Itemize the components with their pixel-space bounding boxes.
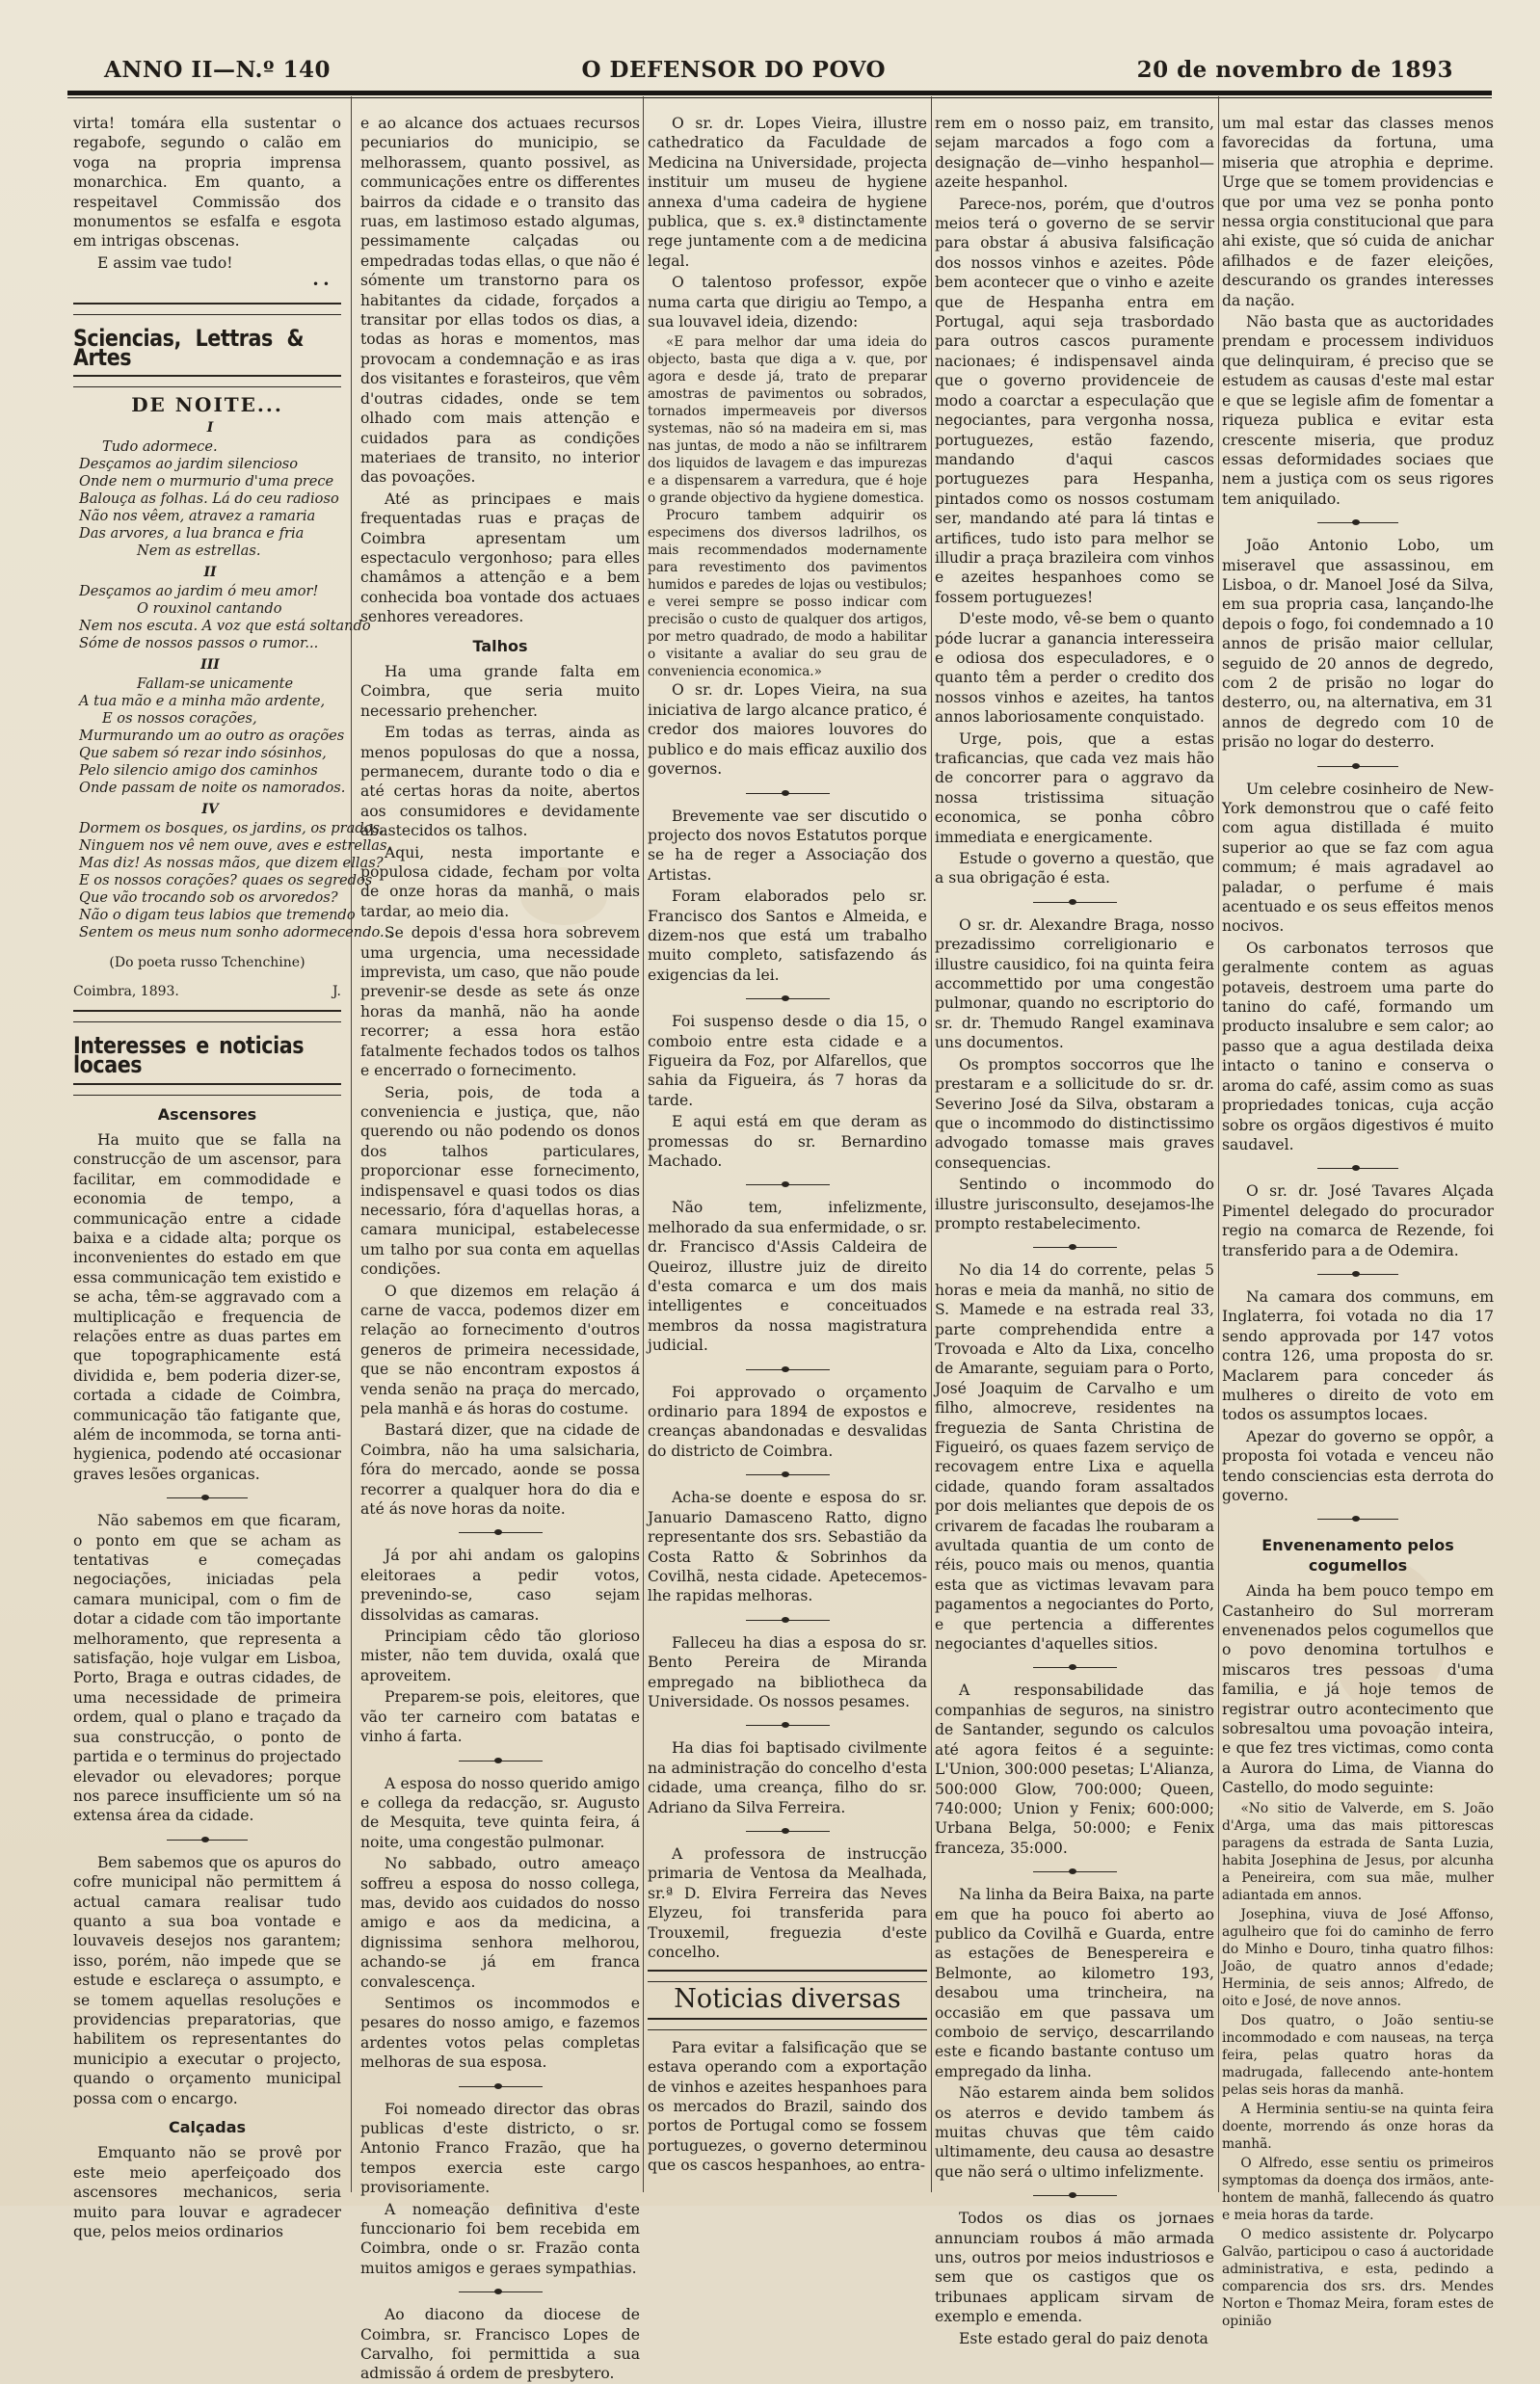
article-paragraph: Foram elaborados pelo sr. Francisco dos Santos e Almeida, e dizem-nos que está um trabalho muito completo, satisfazendo ás exigencias da lei. — [648, 887, 927, 984]
article-paragraph: um mal estar das classes menos favorecidas da fortuna, uma miseria que atrophia e deprime. Urge que se tomem providencias e que por uma vez se ponha ponto nessa orgia constitucional que para ahi existe, que só cuida de anichar afilhados e de fazer eleições, descurando os grandes interesses da nação. — [1222, 115, 1494, 309]
article-paragraph: Sentindo o incommodo do illustre jurisconsulto, desejamos-lhe prompto restabelecimento. — [935, 1176, 1214, 1232]
article-paragraph: Estude o governo a questão, que a sua obrigação é esta. — [935, 850, 1214, 887]
quoted-letter — [648, 333, 927, 680]
signature-initial: J. — [332, 984, 341, 1000]
article-separator — [1222, 1266, 1494, 1282]
article-paragraph: Aqui, nesta importante e populosa cidade, fecham por volta de onze horas da manhã, o mais tardar, ao meio dia. — [360, 843, 640, 920]
article-paragraph: e ao alcance dos actuaes recursos pecuniarios do municipio, se melhorassem, quanto possivel, as communicações entre os differentes bairros da cidade e o transito das ruas, em lastimoso estado algumas, pessimamente calçadas ou empedradas todas ellas, o que não é sómente um transtorno para os habitantes da cidade, forçados a transitar por ellas todos os dias, a todas as horas e momentos, mas provocam a condemnação e as iras dos visitantes e forasteiros, que vêm d'outras cidades, onde se tem olhado com mais attenção e cuidados para as condições materiaes de transito, no interior das povoações. — [360, 115, 640, 487]
article-separator — [648, 1177, 927, 1192]
article-separator — [935, 1659, 1214, 1675]
article-paragraph: No sabbado, outro ameaço soffreu a esposa do nosso collega, mas, devido aos cuidados do nosso amigo e aos da medicina, a dignissima senhora melhorou, achando-se já em franca convalescença. — [360, 1855, 640, 1991]
column-5 — [1222, 114, 1494, 2329]
poem-line: Que vão trocando sob os arvoredos? — [79, 888, 338, 906]
poem-line: E os nossos corações, — [102, 709, 257, 727]
quote-paragraph: «No sitio de Valverde, em S. João d'Arga, uma das mais pittorescas paragens da estrada de Santa Luzia, habita Josephina de Jesus, por alcunha a Peneireira, com sua mãe, mulher adiantada em annos. — [1222, 1800, 1494, 1903]
section-divider — [73, 303, 341, 315]
article-paragraph: Não estarem ainda bem solidos os aterros e devido tambem ás muitas chuvas que têm caido ultimamente, deu causa ao desastre que não será o ultimo infelizmente. — [935, 2084, 1214, 2181]
article-paragraph: No dia 14 do corrente, pelas 5 horas e meia da manhã, no sitio de S. Mamede e na estrada real 33, parte comprehendida entre a Trovoada e Alto da Lixa, concelho de Amarante, seguiam para o Porto, José Joaquim de Carvalho e um filho, almocreve, residentes na freguezia de Santa Christina de Figueiró, os quaes fazem serviço de recovagem entre Lixa e aquella cidade, quando foram assaltados por dois meliantes que depois de os crivarem de facadas lhe roubaram a avultada quantia de um conto de réis, pouco mais ou menos, quantia esta que as victimas levavam para pagamentos a negociantes do Porto, e que pertencia a differentes negociantes d'aquelles sitios. — [935, 1261, 1214, 1654]
article-paragraph: O sr. dr. Lopes Vieira, illustre cathedratico da Faculdade de Medicina na Universidade, projecta instituir um museu de hygiene annexa d'uma cadeira de hygiene publica, que s. ex.ª distinctamente rege juntamente com a de medicina legal. — [648, 115, 927, 270]
article-separator — [648, 1362, 927, 1377]
article-heading: Talhos — [472, 636, 528, 655]
article-paragraph: virta! tomára ella sustentar o regabofe, segundo o calão em voga na propria imprensa monarchica. Em quanto, a respeitavel Commissão dos monumentos se esfalfa e esgota em intrigas obscenas. — [73, 115, 341, 251]
article-paragraph: Ha uma grande falta em Coimbra, que seria muito necessario prehencher. — [360, 662, 640, 720]
section-divider — [648, 1970, 927, 1982]
poem-line: O rouxinol cantando — [137, 599, 282, 617]
article-paragraph: Bem sabemos que os apuros do cofre municipal não permittem á actual camara realisar tudo quanto a sua boa vontade e louvaveis desejos nos garantem; isso, porém, não impede que se estude e esclareça o assumpto, e se tomem aquellas resoluções e providencias preparatorias, que habilitem os representantes do municipio a executar o projecto, quando o orçamento municipal possa com o encargo. — [73, 1853, 341, 2107]
article-separator — [648, 1823, 927, 1839]
section-heading: Interesses e noticias locaes — [73, 1031, 305, 1079]
article-separator — [935, 1239, 1214, 1255]
article-paragraph: O sr. dr. Lopes Vieira, na sua iniciativa de largo alcance pratico, é credor dos maiores louvores do publico e do mais efficaz auxilio dos governos. — [648, 681, 927, 779]
poem-line: Desçamos ao jardim silencioso — [79, 455, 299, 472]
article-heading: Ascensores — [157, 1104, 257, 1124]
article-paragraph: Na linha da Beira Baixa, na parte em que ha pouco foi aberto ao publico da Covilhã e Guarda, entre as estações de Benespereira e Belmonte, ao kilometro 193, desabou uma trincheira, na occasião em que passava um comboio de serviço, descarrilando este e ficando bastante contuso um empregado da linha. — [935, 1886, 1214, 2080]
article-paragraph: Brevemente vae ser discutido o projecto dos novos Estatutos porque se ha de reger a Associação dos Artistas. — [648, 807, 927, 884]
article-separator — [73, 1490, 341, 1505]
stanza-number: I — [206, 419, 214, 436]
article-paragraph: Este estado geral do paiz denota — [958, 2329, 1208, 2347]
article-paragraph: Até as principaes e mais frequentadas ruas e praças de Coimbra apresentam um espectaculo vergonhoso; para elles chamâmos a attenção e a bem conhecida boa vontade dos actuaes senhores vereadores. — [360, 490, 640, 626]
ornament: • • — [312, 278, 330, 292]
article-separator — [360, 2284, 640, 2299]
poem-line: Dormem os bosques, os jardins, os prados, — [79, 819, 385, 836]
article-separator — [935, 894, 1214, 910]
poem-line: Não o digam teus labios que tremendo — [79, 906, 356, 923]
poem-line: Das arvores, a lua branca e fria — [79, 524, 305, 542]
article-paragraph: Foi suspenso desde o dia 15, o comboio entre esta cidade e a Figueira da Foz, por Alfarellos, que sahia da Figueira, ás 7 horas da tarde. — [648, 1013, 927, 1109]
article-paragraph: O que dizemos em relação á carne de vacca, podemos dizer em relação ao fornecimento d'outros generos de primeira necessidade, que se não encontram expostos á venda senão na praça do mercado, pela manhã e ás horas do costume. — [360, 1282, 640, 1417]
poem-title: DE NOITE... — [131, 393, 283, 417]
article-paragraph: E assim vae tudo! — [96, 253, 233, 272]
column-2 — [360, 114, 640, 2383]
section-divider — [648, 2018, 927, 2030]
column-4 — [935, 114, 1214, 2347]
stanza-number: II — [203, 564, 217, 580]
article-separator — [935, 1864, 1214, 1879]
article-paragraph: E aqui está em que deram as promessas do sr. Bernardino Machado. — [648, 1113, 927, 1170]
article-paragraph: Para evitar a falsificação que se estava operando com a exportação de vinhos e azeites hespanhoes para os mercados do Brazil, saindo dos portos de Portugal como se fossem portuguezes, o governo determinou que os cascos hespanhoes, ao entra- — [648, 2038, 927, 2175]
issue-date: 20 de novembro de 1893 — [1136, 57, 1453, 83]
article-paragraph: Foi approvado o orçamento ordinario para 1894 de expostos e creanças abandonadas e desvalidas do districto de Coimbra. — [648, 1383, 927, 1460]
article-paragraph: Não sabemos em que ficaram, o ponto em que se acham as tentativas e começadas negociações, iniciadas pela camara municipal, com o fim de dotar a cidade com tão importante melhoramento, que representa a satisfação, hoje vulgar em Lisboa, Porto, Braga e outras cidades, de uma necessidade de primeira ordem, qual o plano e traçado da sua construcção, o ponto de partida e o terminus do projectado elevador ou elevadores; porque nos parece insufficiente um só na extensa área da cidade. — [73, 1512, 341, 1825]
article-paragraph: Emquanto não se provê por este meio aperfeiçoado dos ascensores mechanicos, seria muito para louvar e agradecer que, pelos meios ordinarios — [73, 2144, 341, 2241]
article-paragraph: Já por ahi andam os galopins eleitoraes a pedir votos, prevenindo-se, caso sejam dissolvidas as camaras. — [360, 1547, 640, 1624]
poem — [73, 419, 393, 941]
column-1 — [73, 114, 393, 2241]
issue-number: ANNO II—N.º 140 — [104, 57, 332, 83]
poem-line: Murmurando um ao outro as orações — [79, 727, 345, 744]
article-paragraph: A professora de instrucção primaria de Ventosa da Mealhada, sr.ª D. Elvira Ferreira das Neves Elyzeu, foi transferida para Trouxemil, freguezia d'este concelho. — [648, 1844, 927, 1961]
article-paragraph: rem em o nosso paiz, em transito, sejam marcados a fogo com a designação de—vinho hespanhol—azeite hespanhol. — [935, 115, 1214, 192]
article-paragraph: Parece-nos, porém, que d'outros meios terá o governo de se servir para obstar á abusiva falsificação dos nossos vinhos e azeites. Pôde bem acontecer que o vinho e azeite que de Hespanha entra em Portugal, aqui seja trasbordado para outros cascos puramente nacionaes; é indispensavel ainda que o governo providenceie de modo a coarctar a especulação que negociantes, para vergonha nossa, portuguezes, estão fazendo, mandando d'aqui cascos portuguezes para Hespanha, pintados como os nossos costumam ser, mandando até para lá tintas e artifices, tudo isto para melhor se illudir a praça brazileira com vinhos e azeites hespanhoes como se fossem portuguezes! — [935, 195, 1214, 606]
section-divider — [73, 1010, 341, 1022]
article-paragraph: Preparem-se pois, eleitores, que vão ter carneiro com batatas e vinho á farta. — [360, 1688, 640, 1746]
article-paragraph: O sr. dr. Alexandre Braga, nosso prezadissimo correligionario e illustre causidico, foi na quinta feira accommettido por uma congestão pulmonar, quando no escriptorio do sr. dr. Themudo Rangel examinava uns documentos. — [935, 915, 1214, 1052]
article-paragraph: Foi nomeado director das obras publicas d'este districto, o sr. Antonio Franco Frazão, que ha tempos exercia este cargo provisoriamente. — [360, 2100, 640, 2197]
article-separator — [360, 1524, 640, 1540]
article-separator — [360, 1753, 640, 1768]
column-3 — [648, 114, 927, 2185]
article-separator — [648, 1612, 927, 1628]
section-divider — [73, 1083, 341, 1096]
article-paragraph: Apezar do governo se oppôr, a proposta foi votada e venceu não tendo consciencias esta derrota do governo. — [1222, 1427, 1494, 1504]
article-paragraph: Sentimos os incommodos e pesares do nosso amigo, e fazemos ardentes votos pelas completas melhoras de sua esposa. — [360, 1994, 640, 2072]
article-paragraph: Bastará dizer, que na cidade de Coimbra, não ha uma salsicharia, fóra do mercado, aonde se possa recorrer a qualquer hora do dia e até ás nove horas da noite. — [360, 1421, 640, 1519]
section-heading: Noticias diversas — [674, 1984, 901, 2015]
quoted-report — [1222, 1800, 1494, 2330]
section-divider — [73, 375, 341, 387]
article-paragraph: Um celebre cosinheiro de New-York demonstrou que o café feito com agua distillada é muito superior ao que se faz com agua commum; é mais agradavel ao paladar, o perfume é mais acentuado e os seus effeitos menos nocivos. — [1222, 780, 1494, 936]
article-separator — [935, 2187, 1214, 2203]
poem-line: Nem as estrellas. — [137, 542, 261, 559]
column-rule — [1218, 96, 1219, 2192]
poem-line: E os nossos corações? quaes os segredos — [79, 871, 373, 888]
article-paragraph: A esposa do nosso querido amigo e collega da redacção, sr. Augusto de Mesquita, teve quinta feira, á noite, uma congestão pulmonar. — [360, 1774, 640, 1851]
article-paragraph: O sr. dr. José Tavares Alçada Pimentel delegado do procurador regio na comarca de Rezende, foi transferido para a de Odemira. — [1222, 1182, 1494, 1259]
poem-credit: (Do poeta russo Tchenchine) — [109, 954, 305, 970]
poem-line: Não nos vêem, atravez a ramaria — [79, 507, 316, 524]
masthead — [104, 46, 1453, 83]
article-paragraph: Os promptos soccorros que lhe prestaram e a sollicitude do sr. dr. Severino José da Silva, obstaram a que o incommodo do distinctissimo advogado tomasse mais graves consequencias. — [935, 1055, 1214, 1172]
article-paragraph: Falleceu ha dias a esposa do sr. Bento Pereira de Miranda empregado na bibliotheca da Universidade. Os nossos pesames. — [648, 1633, 927, 1710]
poem-line: Fallam-se unicamente — [137, 675, 294, 692]
signature-place: Coimbra, 1893. — [73, 984, 179, 1000]
poem-line: Ninguem nos vê nem ouve, aves e estrellas, — [79, 836, 392, 854]
quote-paragraph: A Herminia sentiu-se na quinta feira doente, morrendo ás onze horas da manhã. — [1222, 2101, 1494, 2152]
article-paragraph: Se depois d'essa hora sobrevem uma urgencia, uma necessidade imprevista, um caso, que não poude prevenir-se desde as sete ás onze horas da manhã, não ha aonde recorrer; a essa hora estão fatalmente fechados todos os talhos e encerrado o fornecimento. — [360, 924, 640, 1080]
article-paragraph: D'este modo, vê-se bem o quanto póde lucrar a ganancia interesseira e odiosa dos especuladores, e o quanto têm a perder o credito dos nossos vinhos e azeites, ha tantos annos laboriosamente conquistado. — [935, 610, 1214, 727]
poem-line: Que sabem só rezar indo sósinhos, — [79, 744, 327, 761]
article-paragraph: A responsabilidade das companhias de seguros, na sinistro de Santander, segundo os calculos até agora feitos é a seguinte: L'Union, 300:000 pesetas; L'Alianza, 500:000 Glow, 700:000; Queen, 740:000; Union y Fenix; 600:000; Urbana Belga, 50:000; e Fenix franceza, 35:000. — [935, 1682, 1214, 1857]
article-separator — [360, 2079, 640, 2094]
masthead-rule — [67, 91, 1492, 98]
poem-signature — [73, 982, 341, 1001]
article-heading: Envenenamento pelos cogumellos — [1261, 1536, 1454, 1575]
quote-paragraph: Dos quatro, o João sentiu-se incommodado e com nauseas, na terça feira, pelas quatro horas da madrugada, fallecendo ante-hontem pelas seis horas da manhã. — [1222, 2012, 1494, 2098]
poem-line: Onde nem o murmurio d'uma prece — [79, 472, 334, 490]
poem-line: Sóme de nossos passos o rumor... — [79, 634, 319, 651]
article-separator — [648, 1717, 927, 1733]
quote-paragraph: «E para melhor dar uma ideia do objecto, basta que diga a v. que, por agora e desde já, trato de preparar amostras de pavimentos ou sobrados, tornados impermeaveis por diversos systemas, não só na madeira em si, mas nas juntas, de modo a não se infiltrarem dos liquidos de lavagem e das impurezas e a dispensarem a varredura, que é hoje o grande objectivo da hygiene domestica. — [648, 334, 927, 507]
stanza-number: IV — [201, 801, 219, 817]
column-rule — [643, 96, 644, 2192]
poem-line: Pelo silencio amigo dos caminhos — [79, 761, 318, 779]
poem-line: Desçamos ao jardim ó meu amor! — [79, 582, 319, 599]
newspaper-title: O DEFENSOR DO POVO — [581, 57, 887, 83]
article-paragraph: Não basta que as auctoridades prendam e processem individuos que delinquiram, é preciso que se estudem as causas d'este mal estar e que se legisle afim de fomentar a riqueza publica e evitar esta crescente miseria, que produz essas deformidades sociaes que nem a justiça com os seus rigores tem aniquilado. — [1222, 313, 1494, 508]
article-heading: Calçadas — [168, 2118, 247, 2136]
article-separator — [1222, 758, 1494, 774]
section-heading: Sciencias, Lettras & Artes — [73, 324, 305, 372]
article-paragraph: O talentoso professor, expõe numa carta que dirigiu ao Tempo, a sua louvavel ideia, dizendo: — [648, 274, 927, 331]
column-rule — [351, 96, 352, 2192]
article-separator — [648, 991, 927, 1006]
article-paragraph: Urge, pois, que a estas traficancias, que cada vez mais hão de concorrer para o aggravo da nossa tristissima situação economica, se ponha côbro immediata e energicamente. — [935, 729, 1214, 846]
poem-line: Nem nos escuta. A voz que está soltando — [79, 617, 371, 634]
quote-paragraph: O Alfredo, esse sentiu os primeiros symptomas da doença dos irmãos, ante-hontem de manhã, fallecendo ás quatro e meia horas da tarde. — [1222, 2155, 1494, 2223]
article-paragraph: Não tem, infelizmente, melhorado da sua enfermidade, o sr. dr. Francisco d'Assis Caldeira de Queiroz, illustre juiz de direito d'esta comarca e um dos mais intelligentes e conceituados membros da nossa magistratura judicial. — [648, 1199, 927, 1355]
article-paragraph: Na camara dos communs, em Inglaterra, foi votada no dia 17 sendo approvada por 147 votos contra 126, uma proposta do sr. Maclarem para conceder ás mulheres o direito de voto em todos os assumptos locaes. — [1222, 1287, 1494, 1424]
article-paragraph: Ha muito que se falla na construcção de um ascensor, para facilitar, em commodidade e economia de tempo, a communicação entre a cidade baixa e a cidade alta; porque os inconvenientes do estado em que essa communicação tem existido e se acha, têm-se aggravado com a multiplicação e frequencia de relações entre as duas partes em que topographicamente está dividida e, bem poderia dizer-se, cortada a cidade de Coimbra, communicação tão fatigante que, além de incommoda, se torna anti-hygienica, podendo até occasionar graves lesões organicas. — [73, 1130, 341, 1483]
quote-paragraph: Procuro tambem adquirir os especimens dos diversos ladrilhos, os mais recommendados modernamente para revestimento dos pavimentos humidos e paredes de lojas ou vestibulos; e verei sempre se posso indicar com precisão o custo de qualquer dos artigos, por metro quadrado, de modo a habilitar o visitante a avaliar do seu grau de conveniencia economica.» — [648, 508, 927, 680]
article-paragraph: Todos os dias os jornaes annunciam roubos á mão armada uns, outros por meios industriosos e sem que os castigos que os tribunaes applicam sirvam de exemplo e emenda. — [935, 2210, 1214, 2326]
poem-line: Onde passam de noite os namorados. — [79, 779, 346, 796]
article-paragraph: Ainda ha bem pouco tempo em Castanheiro do Sul morreram envenenados pelos cogumellos que o povo denomina tortulhos e miscaros tres pessoas d'uma familia, e já hoje temos de registrar outro acontecimento que sobresaltou uma povoação inteira, e que fez tres victimas, como conta a Aurora do Lima, de Vianna do Castello, do modo seguinte: — [1222, 1582, 1494, 1797]
quote-paragraph: O medico assistente dr. Polycarpo Galvão, participou o caso á auctoridade administrativa, e esta, pedindo a comparencia dos srs. drs. Mendes Norton e Thomaz Meira, foram estes de opinião — [1222, 2226, 1494, 2329]
article-paragraph: Principiam cêdo tão glorioso mister, não tem duvida, oxalá que aproveitem. — [360, 1628, 640, 1684]
poem-line: Balouça as folhas. Lá do ceu radioso — [79, 490, 339, 507]
poem-line: A tua mão e a minha mão ardente, — [79, 692, 326, 709]
article-paragraph: Seria, pois, de toda a conveniencia e justiça, que, não querendo ou não podendo os donos dos talhos particulares, proporcionar esse fornecimento, indispensavel e quasi todos os dias necessario, fóra d'aquellas horas, a camara municipal, estabelecesse um talho por sua conta em aquellas condições. — [360, 1083, 640, 1279]
article-paragraph: A nomeação definitiva d'este funccionario foi bem recebida em Coimbra, onde o sr. Frazão conta muitos amigos e geraes sympathias. — [360, 2200, 640, 2277]
quote-paragraph: Josephina, viuva de José Affonso, agulheiro que foi do caminho de ferro do Minho e Douro, tinha quatro filhos: João, de quatro annos d'edade; Herminia, de seis annos; Alfredo, de oito e José, de nove annos. — [1222, 1906, 1494, 2009]
poem-line: Mas diz! As nossas mãos, que dizem ellas? — [79, 854, 384, 871]
poem-line: Tudo adormece. — [102, 437, 218, 455]
article-paragraph: Ha dias foi baptisado civilmente na administração do concelho d'esta cidade, uma creança, filho do sr. Adriano da Silva Ferreira. — [648, 1739, 927, 1816]
article-paragraph: Ao diacono da diocese de Coimbra, sr. Francisco Lopes de Carvalho, foi permittida a sua admissão á ordem de presbytero. — [360, 2306, 640, 2383]
article-paragraph: Em todas as terras, ainda as menos populosas do que a nossa, permanecem, durante todo o dia e até certas horas da noite, abertos aos consumidores e devidamente abastecidos os talhos. — [360, 724, 640, 840]
article-separator — [1222, 515, 1494, 530]
article-paragraph: Acha-se doente e esposa do sr. Januario Damasceno Ratto, digno representante dos srs. Sebastião da Costa Ratto & Sobrinhos da Covilhã, nesta cidade. Apetecemos-lhe rapidas melhoras. — [648, 1489, 927, 1605]
column-rule — [931, 96, 932, 2192]
article-separator — [648, 785, 927, 801]
article-separator — [1222, 1511, 1494, 1526]
poem-line: Sentem os meus num sonho adormecendo... — [79, 923, 393, 940]
article-separator — [648, 1467, 927, 1482]
article-paragraph: João Antonio Lobo, um miseravel que assassinou, em Lisboa, o dr. Manoel José da Silva, em sua propria casa, lançando-lhe depois o fogo, foi condemnado a 10 annos de prisão maior cellular, seguido de 20 annos de degredo, com 2 de prisão no logar do desterro, ou, na alternativa, em 31 annos de degredo com 10 de prisão no logar do desterro. — [1222, 537, 1494, 752]
stanza-number: III — [200, 656, 220, 673]
article-separator — [73, 1832, 341, 1847]
article-paragraph: Os carbonatos terrosos que geralmente contem as aguas potaveis, destroem uma parte do tanino do café, formando um producto insalubre e sem calor; ao passo que a agua destilada deixa intacto o tanino e conserva o aroma do café, assim como as suas propriedades tonicas, cuja acção sobre os orgãos digestivos é muito saudavel. — [1222, 939, 1494, 1153]
article-separator — [1222, 1160, 1494, 1176]
